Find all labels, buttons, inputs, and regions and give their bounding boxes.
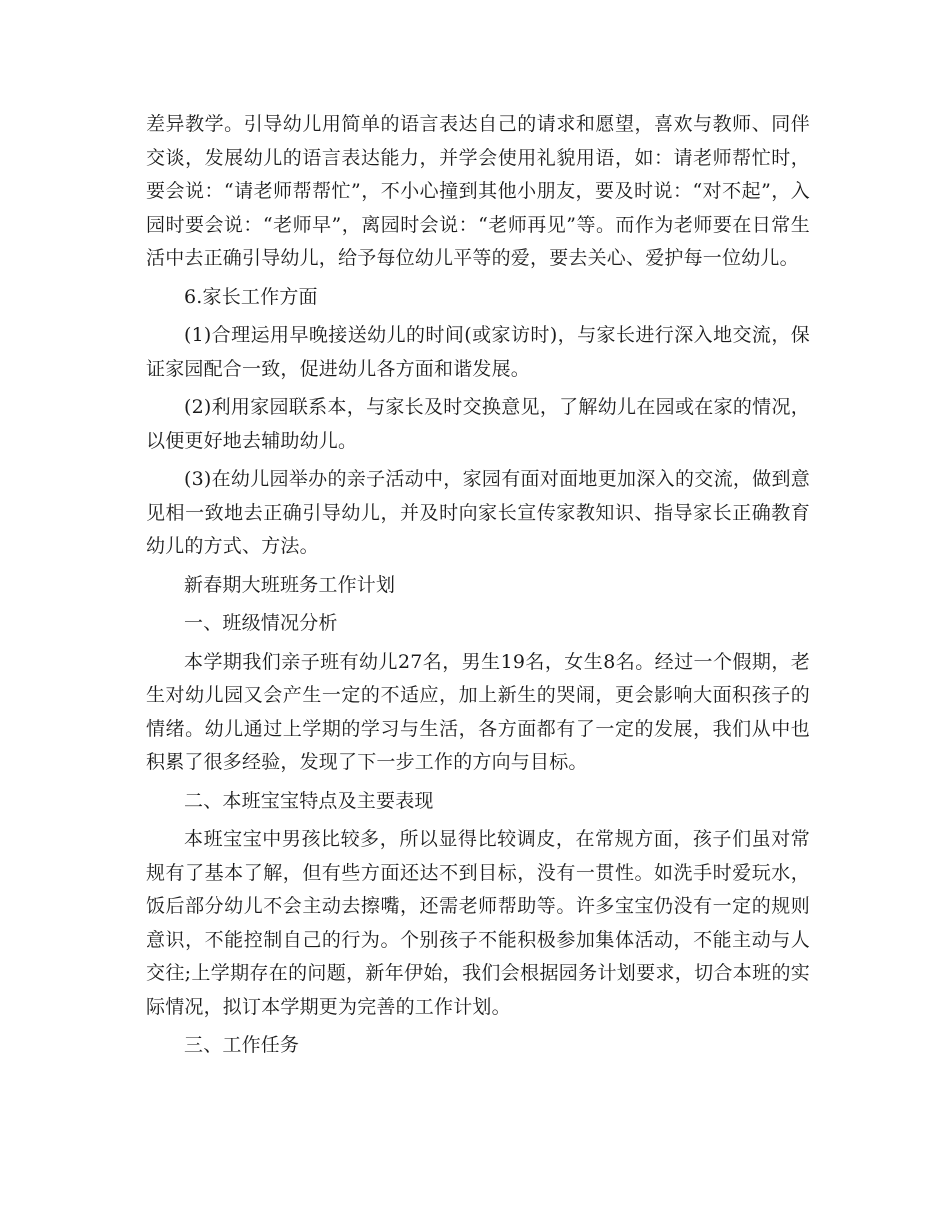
paragraph-parent-item-3: (3)在幼儿园举办的亲子活动中，家园有面对面地更加深入的交流，做到意见相一致地去正确引导幼儿，并及时向家长宣传家教知识、指导家长正确教育幼儿的方式、方法。 — [146, 468, 810, 557]
plan-title: 新春期大班班务工作计划 — [184, 573, 396, 596]
heading-class-analysis: 一、班级情况分析 — [184, 612, 338, 634]
document-body — [146, 108, 810, 1063]
paragraph-parent-item-1: (1)合理运用早晚接送幼儿的时间(或家访时)，与家长进行深入地交流，保证家园配合一致，促进幼儿各方面和谐发展。 — [146, 324, 810, 380]
paragraph-class-features: 本班宝宝中男孩比较多，所以显得比较调皮，在常规方面，孩子们虽对常规有了基本了解，但有些方面还达不到目标，没有一贯性。如洗手时爱玩水，饭后部分幼儿不会主动去擦嘴，还需老师帮助等。许多宝宝仍没有一定的规则意识，不能控制自己的行为。个别孩子不能积极参加集体活动，不能主动与人交往;上学期存在的问题，新年伊始，我们会根据园务计划要求，切合本班的实际情况，拟订本学期更为完善的工作计划。 — [146, 828, 810, 1018]
paragraph-parent-item-2: (2)利用家园联系本，与家长及时交换意见，了解幼儿在园或在家的情况，以便更好地去辅助幼儿。 — [146, 396, 810, 452]
paragraph-language-teaching: 差异教学。引导幼儿用简单的语言表达自己的请求和愿望，喜欢与教师、同伴交谈，发展幼儿的语言表达能力，并学会使用礼貌用语，如：请老师帮忙时，要会说：“请老师帮帮忙”，不小心撞到其他小朋友，要及时说：“对不起”，入园时要会说：“老师早”，离园时会说：“老师再见”等。而作为老师要在日常生活中去正确引导幼儿，给予每位幼儿平等的爱，要去关心、爱护每一位幼儿。 — [146, 113, 810, 269]
paragraph-class-analysis: 本学期我们亲子班有幼儿27名，男生19名，女生8名。经过一个假期，老生对幼儿园又会产生一定的不适应，加上新生的哭闹，更会影响大面积孩子的情绪。幼儿通过上学期的学习与生活，各方面都有了一定的发展，我们从中也积累了很多经验，发现了下一步工作的方向与目标。 — [146, 650, 810, 773]
heading-parent-work: 6.家长工作方面 — [184, 285, 318, 308]
heading-class-features: 二、本班宝宝特点及主要表现 — [184, 789, 434, 812]
heading-work-tasks: 三、工作任务 — [184, 1034, 300, 1056]
